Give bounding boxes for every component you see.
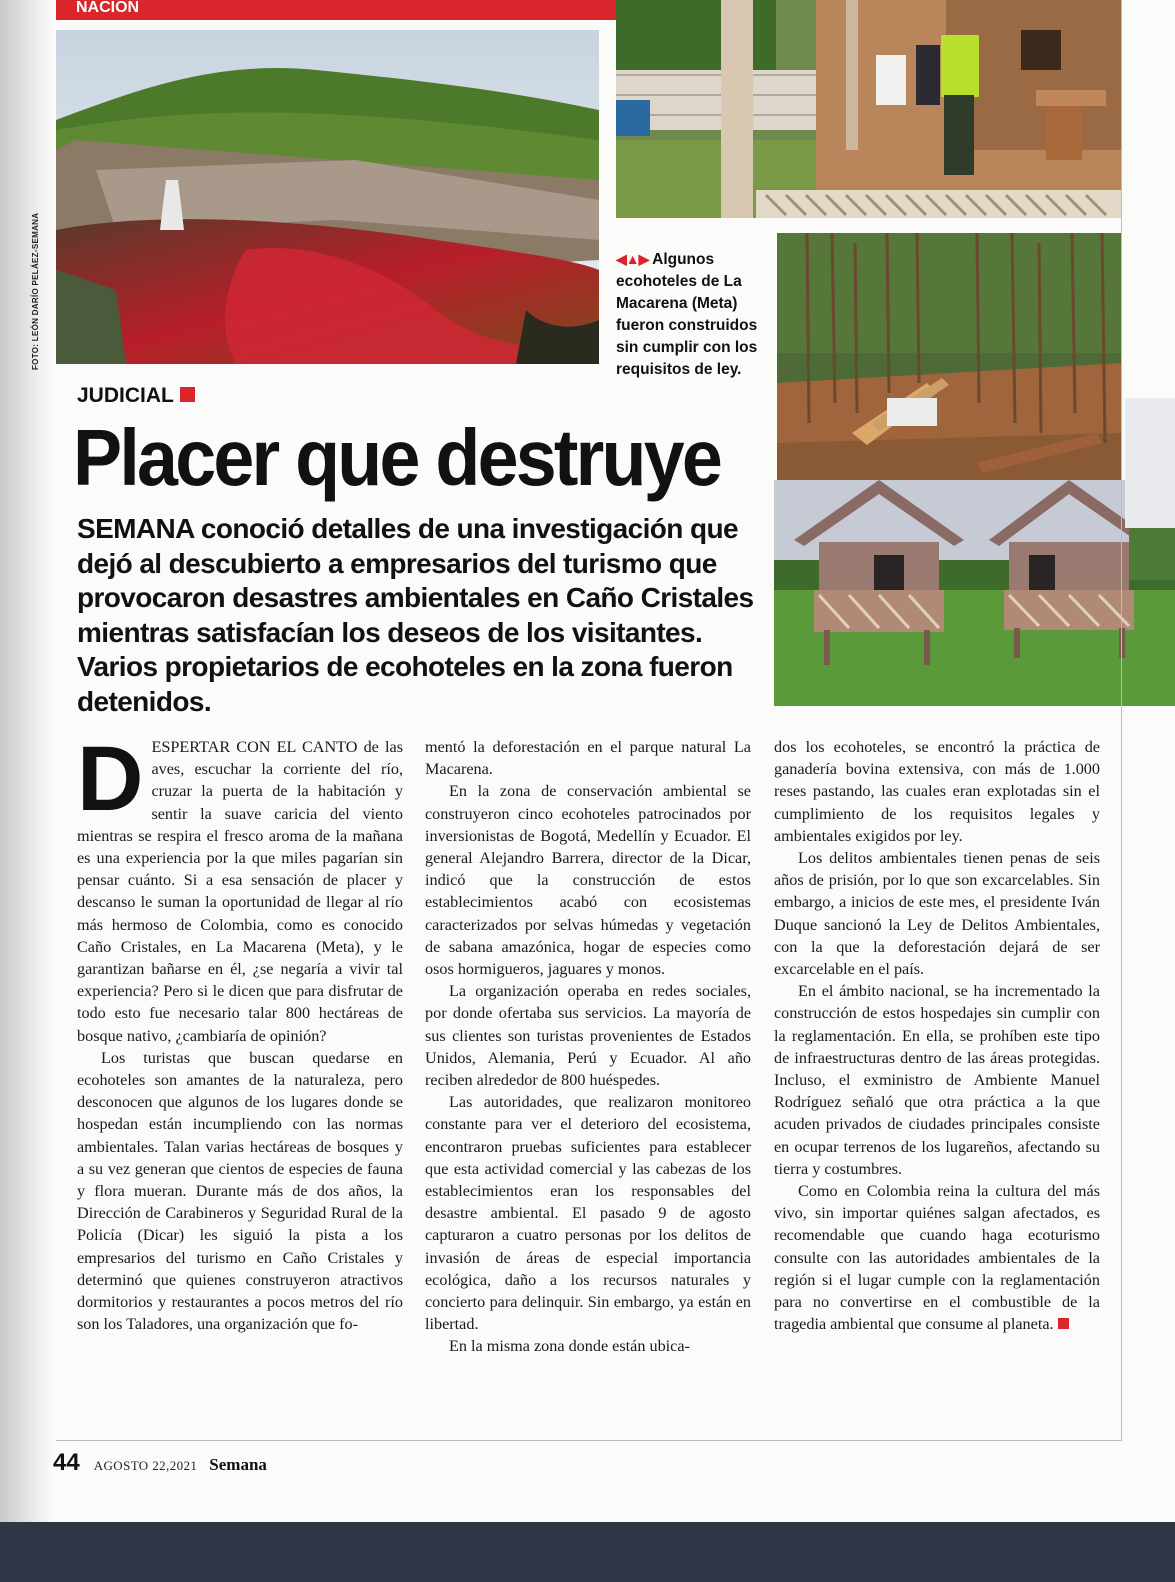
viewer-bottom-bar — [0, 1522, 1175, 1582]
adjacent-page-edge — [1125, 398, 1175, 528]
magazine-name: Semana — [209, 1455, 267, 1474]
photo-deforestation — [777, 233, 1122, 507]
headline: Placer que destruye — [73, 413, 721, 502]
paragraph: En el ámbito nacional, se ha incrementado la construcción de estos hospedajes sin cumplir con la reglamentación. En ella, se prohíben este tipo de infraestructuras dentro de las áreas protegidas. Incluso, el exministro de Ambiente Manuel Rodríguez señaló que otra práctica a la que acuden privados de ciudades principales consiste en ocupar terrenos de los lugareños, afectando su tierra y costumbres. — [774, 982, 1100, 1178]
final-paragraph-text: Como en Colombia reina la cultura del más vivo, sin importar quiénes salgan afectados, es recomendable que cuando haga ecoturismo consulte con las autoridades ambientales de la región si el lugar cumple con la reglamentación para no convertirse en el combustible de la tragedia ambiental que consume al planeta. — [774, 1182, 1100, 1334]
photo-credit: FOTO: LEÓN DARÍO PELÁEZ-SEMANA — [31, 212, 40, 370]
article-column-2 — [425, 736, 751, 1358]
section-tab: NACIÓN — [56, 0, 621, 20]
page-footer — [53, 1449, 267, 1477]
paragraph: La organización operaba en redes sociales, por donde ofertaba sus servicios. La mayoría de sus clientes son turistas provenientes de Estados Unidos, Alemania, Perú y Ecuador. Al año reciben alrededor de 800 huéspedes. — [425, 982, 751, 1090]
paragraph: mentó la deforestación en el parque natural La Macarena. — [425, 738, 751, 779]
paragraph: En la misma zona donde están ubica- — [449, 1337, 690, 1356]
photo-cano-cristales — [56, 30, 599, 364]
paragraph: En la zona de conservación ambiental se construyeron cinco ecohoteles patrocinados por inversionistas de Bogotá, Medellín y Ecuador. El general Alejandro Barrera, director de la Dicar, indicó que la construcción de estos establecimientos acabó con ecosistemas caracterizados por selvas húmedas y vegetación de sabana amazónica, hogar de especies como osos hormigueros, jaguares y monos. — [425, 782, 751, 979]
kicker-square-icon — [180, 387, 195, 402]
end-mark-icon — [1058, 1318, 1069, 1329]
paragraph: ESPERTAR CON EL CANTO de las aves, escuchar la corriente del río, cruzar la puerta de la habitación y sentir la suave caricia del viento mientras se respira el fresco aroma de la mañana es una experiencia por la que miles pagarían sin pensar cuánto. Si a esa sensación de placer y descanso le suman la oportunidad de llegar al río más hermoso de Colombia, como es conocido Caño Cristales, en La Macarena (Meta), y le garantizan bañarse en él, ¿se negaría a vivir tal experiencia? Pero si le dicen que para disfrutar de todo esto fue necesario talar 800 hectáreas de bosque nativo, ¿cambiaría de opinión? — [77, 738, 403, 1045]
article-column-1 — [77, 728, 403, 1335]
photo-caption — [616, 248, 766, 381]
page-number: 44 — [53, 1449, 80, 1476]
section-kicker — [77, 384, 195, 408]
caption-arrows-icon: ◀▲▶ — [616, 251, 649, 267]
caption-text: Algunos ecohoteles de La Macarena (Meta) fueron construidos sin cumplir con los requisitos de ley. — [616, 251, 758, 378]
dropcap: D — [77, 728, 144, 830]
kicker-label: JUDICIAL — [77, 384, 174, 407]
paragraph — [774, 1180, 1100, 1335]
paragraph: Las autoridades, que realizaron monitoreo constante para ver el deterioro del ecosistema, encontraron pruebas suficientes para establecer que esta actividad comercial y las cabezas de los establecimientos eran los responsables del desastre ambiental. El pasado 9 de agosto capturaron a cuatro personas por los delitos de invasión de áreas de especial importancia ecológica, daño a los recursos naturales y concierto para delinquir. Sin embargo, ya están en libertad. — [425, 1093, 751, 1334]
paragraph: Los turistas que buscan quedarse en ecohoteles son amantes de la naturaleza, pero desconocen que algunos de los lugares donde se hospedan están incumpliendo con las normas ambientales. Talan varias hectáreas de bosques y a su vez generan que cientos de especies de fauna y flora mueran. Durante más de dos años, la Dirección de Carabineros y Seguridad Rural de la Policía (Dicar) les siguió la pista a los empresarios del turismo en Caño Cristales y determinó que quienes construyeron atractivos dormitorios y restaurantes a pocos metros del río son los Taladores, una organización que fo- — [77, 1048, 403, 1334]
dek: SEMANA conoció detalles de una investigación que dejó al descubierto a empresarios del turismo que provocaron desastres ambientales en Caño Cristales mientras satisfacían los deseos de los visitantes. Varios propietarios de ecohoteles en la zona fueron detenidos. — [77, 513, 754, 717]
frame-rule-right — [1121, 0, 1122, 1440]
frame-rule-bottom — [56, 1440, 1122, 1441]
paragraph: dos los ecohoteles, se encontró la práctica de ganadería bovina extensiva, con más de 1.000 reses pastando, las cuales eran explotadas sin el cumplimiento de los requisitos legales y ambientales exigidos por ley. — [774, 738, 1100, 845]
article-column-3 — [774, 736, 1100, 1335]
issue-date: AGOSTO 22,2021 — [93, 1458, 198, 1473]
photo-ecohotel-porch — [616, 0, 1122, 218]
paragraph: Los delitos ambientales tienen penas de seis años de prisión, por lo que son excarcelables. Sin embargo, a inicios de este mes, el presidente Iván Duque sancionó la Ley de Delitos Ambientales, con la que la deforestación dejará de ser excarcelable en el país. — [774, 849, 1100, 979]
photo-wooden-cabins — [774, 480, 1175, 706]
